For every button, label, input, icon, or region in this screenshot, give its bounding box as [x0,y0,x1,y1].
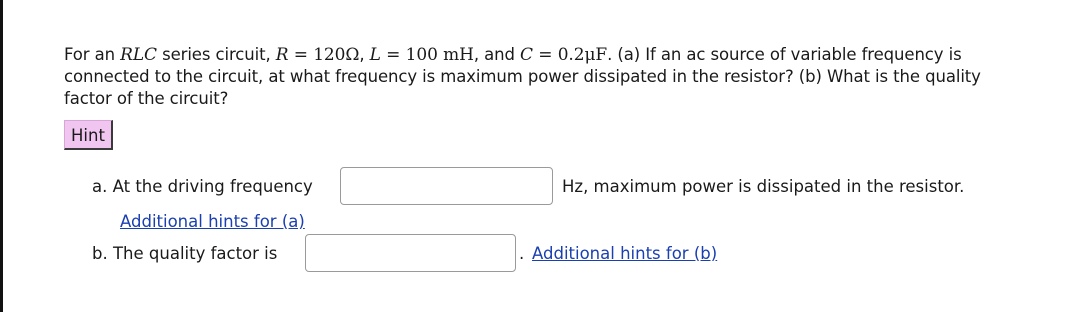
question-intro: For an [64,45,121,64]
circuit-type: RLC [120,45,157,65]
left-border [0,0,3,312]
hint-button[interactable]: Hint [64,120,113,150]
part-b-prefix: b. The quality factor is [92,244,278,263]
hint-link-a[interactable]: Additional hints for (a) [120,212,305,231]
part-a-frequency-input[interactable] [340,167,553,205]
capacitance-value: C = 0.2μF [520,45,608,65]
question-text: For an RLC series circuit, R = 120Ω, L = 100 mH, and C = 0.2μF. (a) If an ac source of variable frequency is connected to the circuit, at what frequency is maximum power dissipated in the resistor? (b) What is the quality factor of the circuit? [64,45,981,108]
part-a-suffix: Hz, maximum power is dissipated in the resistor. [562,177,965,196]
inductance-value: L = 100 mH [369,45,474,65]
resistance-value: R = 120Ω [275,45,360,65]
hint-link-b[interactable]: Additional hints for (b) [532,244,718,263]
part-b-quality-factor-input[interactable] [305,234,516,272]
question-circuit-desc: series circuit, [156,45,276,64]
part-a-prefix: a. At the driving frequency [92,177,313,196]
part-b-suffix: . [519,244,525,263]
question-tail: . (a) If an ac source of variable frequency is connected to the circuit, at what frequency is maximum power dissipated in the resistor? (b) What is the quality factor of the circuit? [64,45,981,108]
